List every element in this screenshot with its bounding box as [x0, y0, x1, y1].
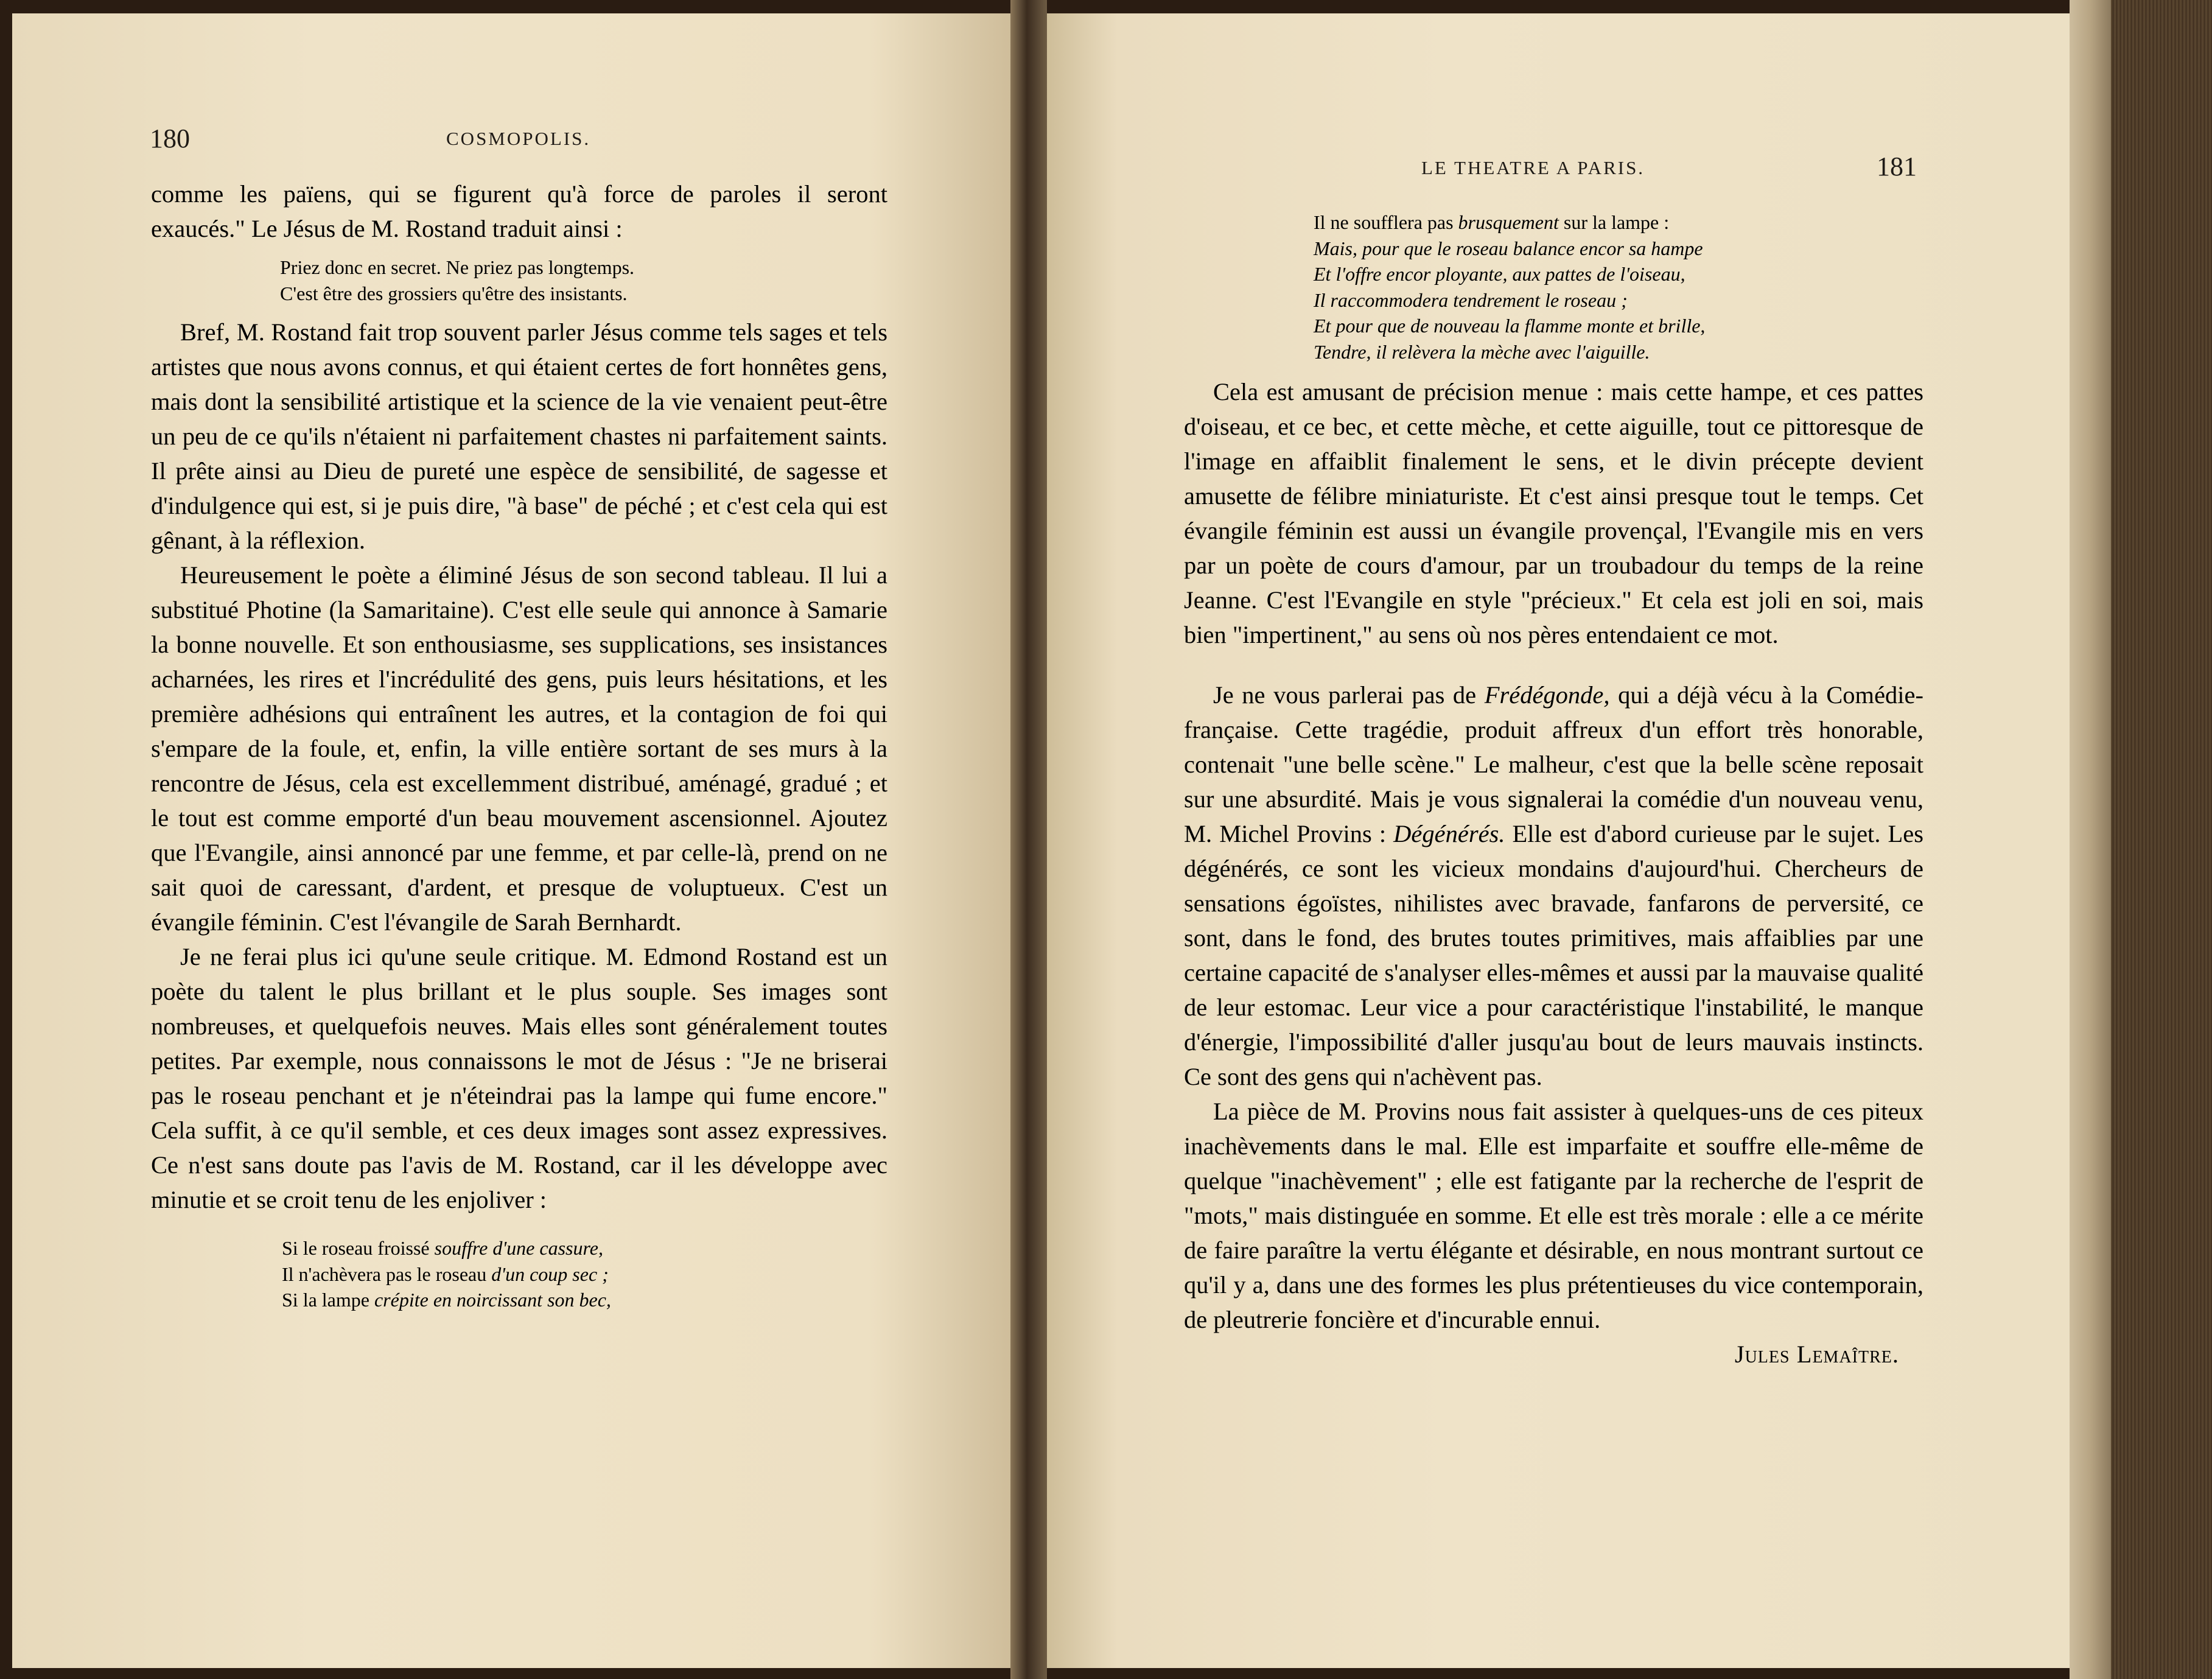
intro-line-1: comme les païens, qui se figurent qu'à force de paroles il seront — [151, 180, 887, 208]
book-gutter — [1010, 0, 1047, 1679]
verse-line: Tendre, il relèvera la mèche avec l'aiguille. — [1314, 340, 1650, 363]
intro-line-2: exaucés." Le Jésus de M. Rostand traduit ainsi : — [151, 215, 623, 242]
verse-block-2 — [282, 1235, 887, 1313]
paragraph: Bref, M. Rostand fait trop souvent parler Jésus comme tels sages et tels artistes que nous avons connus, et qui étaient certes de fort honnêtes gens, mais dont la sensibilité artistique et la science de la vie venaient peut-être un peu de ce qu'ils n'étaient ni parfaitement chastes ni parfaitement saints. Il prête ainsi au Dieu de pureté une espèce de sensibilité, de sagesse et d'indulgence qui est, si je puis dire, "à base" de péché ; et c'est cela qui est gênant, à la réflexion. — [151, 318, 887, 554]
page-edges — [2070, 0, 2111, 1679]
left-page-number: 180 — [150, 124, 190, 153]
verse-line: Il ne soufflera pas brusquement sur la lampe : — [1314, 211, 1670, 233]
paragraph: Je ne vous parlerai pas de Frédégonde, qui a déjà vécu à la Comédie-française. Cette tragédie, produit affreux d'un effort très honorable, contenait "une belle scène." Le malheur, c'est que la belle scène reposait sur une absurdité. Mais je vous signalerai la comédie d'un nouveau venu, M. Michel Provins : Dégénérés. Elle est d'abord curieuse par le sujet. Les dégénérés, ce sont les vicieux mondains d'aujourd'hui. Chercheurs de sensations égoïstes, nihilistes avec bravade, fanfarons de perversité, ce sont, dans le fond, des brutes toutes primitives, mais affaiblies par une certaine capacité de s'analyser elles-mêmes et aussi par la mauvaise qualité de leur estomac. Leur vice a pour caractéristique l'instabilité, le manque d'énergie, l'impossibilité d'aller jusqu'au bout de leurs mauvais instincts. Ce sont des gens qui n'achèvent pas. — [1184, 681, 1924, 1090]
right-page-number: 181 — [1877, 152, 1917, 181]
right-column — [1184, 209, 1923, 1372]
play-title: Frédégonde, — [1484, 681, 1610, 709]
paragraph: La pièce de M. Provins nous fait assister à quelques-uns de ces piteux inachèvements dans le mal. Elle est imparfaite et souffre elle-même de quelque "inachèvement" ; elle est fatigante par la recherche de l'esprit de "mots," mais distinguée en somme. Et elle est très morale : elle a ce mérite de faire paraître la vertu élégante et désirable, en nous montrant surtout ce qu'il y a, dans une des formes les plus prétentieuses du vice contemporain, de pleutrerie foncière et d'incurable ennui. — [1184, 1098, 1923, 1333]
verse-line: Il n'achèvera pas le roseau d'un coup sec ; — [282, 1263, 609, 1285]
verse-line: Et l'offre encor ployante, aux pattes de l'oiseau, — [1314, 263, 1685, 285]
verse-line: Mais, pour que le roseau balance encor sa hampe — [1314, 237, 1703, 259]
right-running-title: LE THEATRE A PARIS. — [1421, 157, 1645, 178]
play-title: Dégénérés. — [1393, 820, 1505, 847]
left-column — [151, 177, 887, 1313]
author-signature: Jules Lemaître. — [1734, 1341, 1899, 1368]
verse-block-1 — [280, 254, 887, 306]
verse-line: Et pour que de nouveau la flamme monte et brille, — [1314, 315, 1706, 337]
paragraph: Heureusement le poète a éliminé Jésus de son second tableau. Il lui a substitué Photine (la Samaritaine). C'est elle seule qui annonce à Samarie la bonne nouvelle. Et son enthousiasme, ses supplications, ses insistances acharnées, les rires et l'incrédulité des gens, puis leurs hésitations, et les première adhésions qui entraînent les autres, et la contagion de foi qui s'empare de la foule, et, enfin, la ville entière sortant de ses murs à la rencontre de Jésus, cela est excellemment distribué, aménagé, gradué ; et le tout est comme emporté d'un beau mouvement ascensionnel. Ajoutez que l'Evangile, ainsi annoncé par une femme, et par celle-là, prend on ne sait quoi de caressant, d'ardent, et presque de voluptueux. C'est un évangile féminin. C'est l'évangile de Sarah Bernhardt. — [151, 561, 887, 936]
verse-line: Priez donc en secret. Ne priez pas longtemps. — [280, 256, 635, 278]
verse-line: Si le roseau froissé souffre d'une cassure, — [282, 1237, 603, 1259]
verse-line: C'est être des grossiers qu'être des insistants. — [280, 282, 628, 304]
verse-line: Si la lampe crépite en noircissant son bec, — [282, 1289, 611, 1311]
left-running-title: COSMOPOLIS. — [446, 128, 591, 149]
verse-line: Il raccommodera tendrement le roseau ; — [1314, 289, 1628, 311]
paragraph: Cela est amusant de précision menue : mais cette hampe, et ces pattes d'oiseau, et ce bec, et cette mèche, et cette aiguille, tout ce pittoresque de l'image en affaiblit finalement le sens, et le divin précepte devient amusette de félibre miniaturiste. Et c'est ainsi presque tout le temps. Cet évangile féminin est aussi un évangile provençal, l'Evangile mis en vers par un poète de cours d'amour, par un troubadour du temps de la reine Jeanne. C'est l'Evangile en style "précieux." Et cela est joli en soi, mais bien "impertinent," au sens où nos pères entendaient ce mot. — [1184, 378, 1923, 648]
paragraph: Je ne ferai plus ici qu'une seule critique. M. Edmond Rostand est un poète du talent le plus brillant et le plus souple. Ses images sont nombreuses, et quelquefois neuves. Mais elles sont généralement toutes petites. Par exemple, nous connaissons le mot de Jésus : "Je ne briserai pas le roseau penchant et je n'éteindrai pas la lampe qui fume encore." Cela suffit, à ce qu'il semble, et ces deux images sont assez expressives. Ce n'est sans doute pas l'avis de M. Rostand, car il les développe avec minutie et se croit tenu de les enjoliver : — [151, 943, 887, 1213]
verse-block-3 — [1314, 209, 1923, 365]
